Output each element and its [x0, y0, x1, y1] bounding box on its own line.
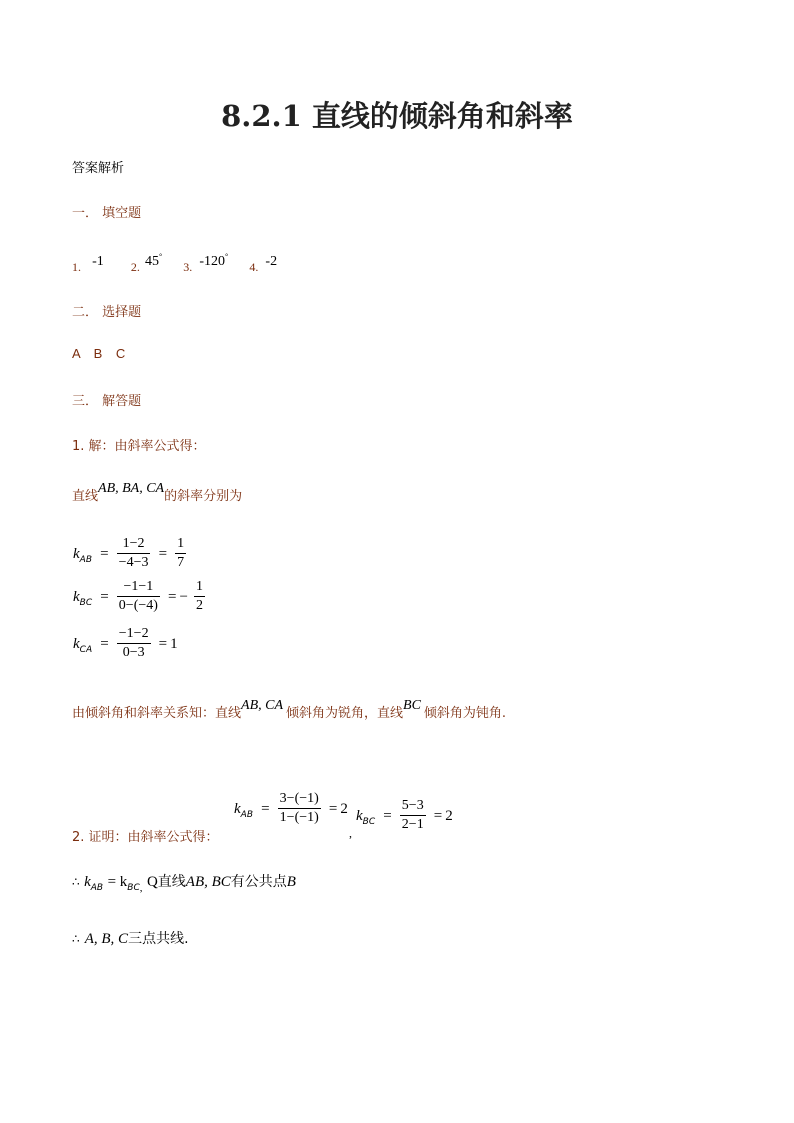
point-b: B — [286, 874, 296, 890]
degree-symbol: ° — [225, 252, 229, 261]
q2-line2 — [72, 871, 296, 894]
q2-line3 — [72, 928, 189, 948]
fraction — [117, 578, 160, 615]
result-value: 2 — [340, 801, 348, 817]
q1-line-statement — [72, 481, 242, 504]
item-number: 2. — [130, 260, 140, 274]
fraction-numerator: 3−(−1) — [279, 791, 319, 806]
line-names: AB, BA, CA — [98, 481, 165, 496]
formula-k-bc: $k_{BC}$ = $\frac{-1-1}{0-(-4)}$ = − $\frac{1}{2}$ — [73, 579, 204, 613]
k-subscript: BC — [127, 883, 140, 893]
formula-k-ca: $k_{CA}$ = $\frac{-1-2}{0-3}$ = 1 — [73, 626, 178, 660]
k-symbol: k — [73, 546, 80, 562]
k-subscript: AB — [79, 555, 93, 565]
minus-sign: − — [179, 589, 188, 605]
choice-answer: C — [115, 346, 126, 361]
item-answer: 45 — [144, 254, 159, 269]
k-symbol: k — [84, 874, 91, 890]
fraction — [278, 790, 321, 827]
result-fraction — [175, 535, 186, 572]
k-subscript: CA — [79, 645, 93, 655]
fraction-denominator: 2 — [196, 598, 204, 613]
therefore-symbol: ∴ — [72, 875, 80, 889]
item-number: 3. — [183, 260, 193, 274]
fraction-numerator: −1−1 — [123, 579, 154, 594]
points-abc: A, B, C — [84, 931, 129, 947]
text-common-point: 有公共点 — [230, 874, 287, 890]
comma: , — [139, 882, 143, 894]
conclusion-lines-acute: AB, CA — [241, 698, 284, 713]
result-value: 1 — [170, 636, 178, 652]
section-solution-heading: 三． 解答题 — [72, 394, 142, 409]
conclusion-line-obtuse: BC — [403, 698, 421, 713]
therefore-symbol: ∴ — [72, 932, 80, 946]
result-fraction — [194, 578, 205, 615]
q1-conclusion — [72, 698, 506, 721]
fraction — [400, 797, 426, 834]
item-number: 1. — [72, 260, 81, 274]
item-number: 4. — [249, 260, 259, 274]
k-subscript: BC — [362, 817, 376, 827]
conclusion-text: 倾斜角为锐角，直线 — [286, 706, 404, 721]
fraction-numerator: −1−2 — [118, 626, 149, 641]
k-subscript: BC — [79, 598, 93, 608]
fraction-denominator: 7 — [177, 555, 185, 570]
conclusion-text: 倾斜角为钝角. — [423, 706, 507, 721]
equals-k: = k — [107, 874, 128, 890]
fraction-denominator: 2−1 — [401, 817, 424, 832]
line-suffix: 的斜率分别为 — [164, 489, 243, 504]
item-answer: -2 — [265, 254, 278, 269]
answer-explanation-label: 答案解析 — [72, 161, 125, 176]
section-fill-blank-heading: 一． 填空题 — [72, 206, 142, 221]
k-symbol: k — [234, 801, 241, 817]
fraction-denominator: 1−(−1) — [279, 810, 319, 825]
fraction-denominator: −4−3 — [118, 555, 149, 570]
formula-k-ab-q2: $k_{AB}$ = $\frac{3-(-1)}{1-(-1)}$ = 2 — [234, 791, 348, 825]
q1-intro: 1. 解：由斜率公式得： — [72, 439, 206, 454]
degree-symbol: ° — [158, 252, 163, 261]
fraction-numerator: 5−3 — [401, 798, 424, 813]
section-choice-heading: 二． 选择题 — [72, 305, 142, 320]
choice-answer: B — [93, 346, 103, 361]
collinear-text: 三点共线. — [128, 931, 189, 947]
fraction — [117, 625, 151, 662]
fraction-numerator: 1 — [196, 579, 204, 594]
fraction-denominator: 0−3 — [117, 643, 151, 662]
k-symbol: k — [356, 808, 363, 824]
choice-answers — [72, 346, 125, 361]
formula-k-bc-q2: $k_{BC}$ = $\frac{5-3}{2-1}$ = 2 — [356, 798, 453, 832]
q2-intro: 2. 证明：由斜率公式得： — [72, 830, 219, 845]
q-symbol: Q — [146, 874, 158, 890]
result-value: 2 — [445, 808, 453, 824]
fraction-numerator: 1 — [177, 536, 185, 551]
item-answer: -1 — [92, 254, 104, 269]
k-symbol: k — [73, 589, 80, 605]
fill-blank-answers — [72, 250, 277, 275]
fraction-numerator: 1−2 — [122, 536, 145, 551]
choice-answer: A — [72, 346, 80, 361]
item-answer: -120 — [199, 254, 226, 269]
conclusion-text: 由倾斜角和斜率关系知：直线 — [72, 706, 242, 721]
comma: , — [349, 826, 352, 840]
k-symbol: k — [73, 636, 80, 652]
page-title: 8.2.1 直线的倾斜角和斜率 — [221, 99, 573, 133]
line-names: AB, BC — [185, 874, 231, 890]
line-prefix: 直线 — [72, 489, 99, 504]
fraction — [117, 535, 151, 572]
k-subscript: AB — [240, 810, 254, 820]
formula-k-ab: $k_{AB}$ = $\frac{1-2}{-4-3}$ = $\frac{1}{7}$ — [73, 536, 185, 570]
k-subscript: AB — [90, 883, 104, 893]
text-line: 直线 — [157, 874, 186, 890]
fraction-denominator: 0−(−4) — [118, 598, 158, 613]
